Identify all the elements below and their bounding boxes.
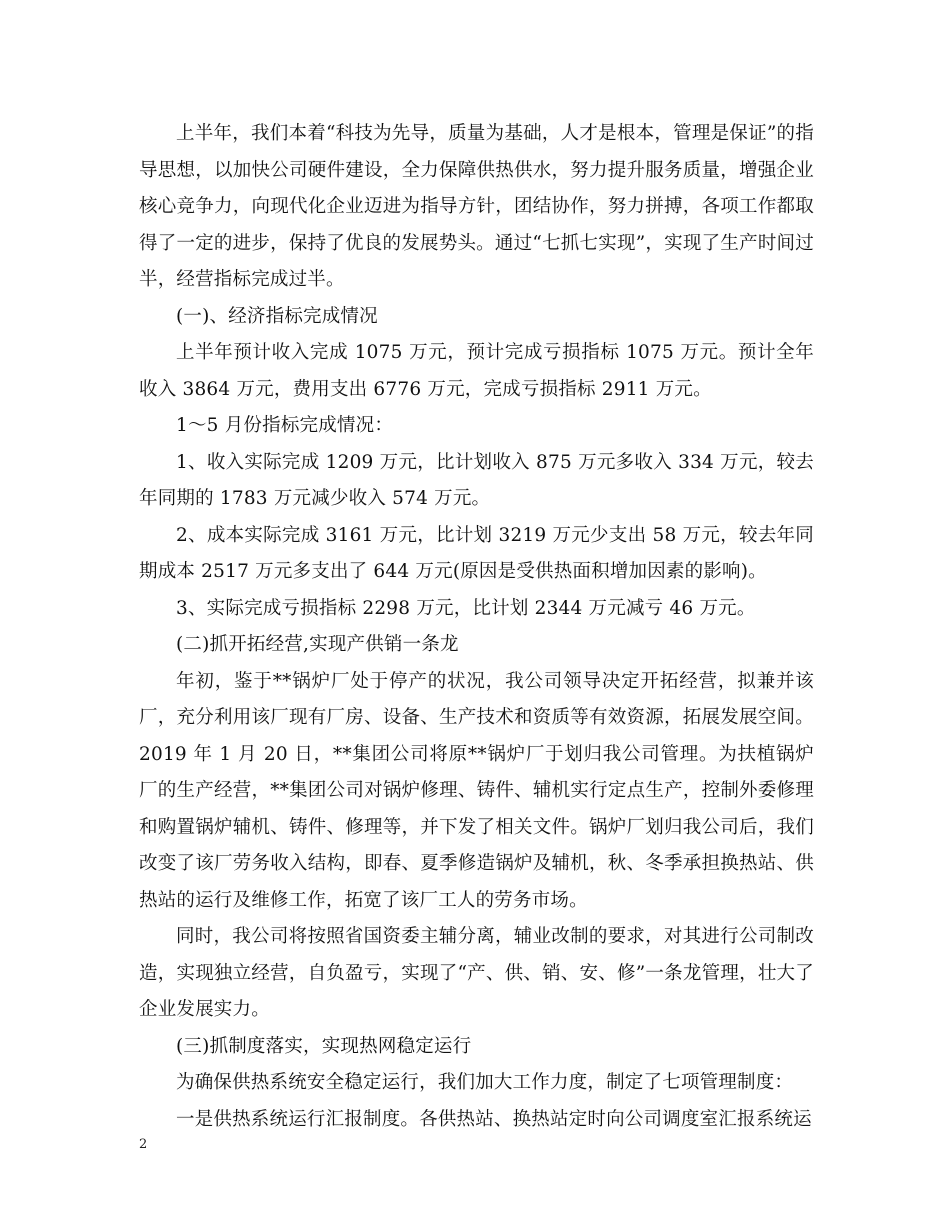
paragraph-boiler-factory: 年初，鉴于**锅炉厂处于停产的状况，我公司领导决定开拓经营，拟兼并该厂，充分利用该厂现有厂房、设备、生产技术和资质等有效资源，拓展发展空间。2019 年 1 月 20 日，**集团公司将原**锅炉厂于划归我公司管理。为扶植锅炉厂的生产经营，**集团公司对锅炉修理、铸件、辅机实行定点生产，控制外委修理和购置锅炉辅机、铸件、修理等，并下发了相关文件。锅炉厂划归我公司后，我们改变了该厂劳务收入结构，即春、夏季修造锅炉及辅机，秋、冬季承担换热站、供热站的运行及维修工作，拓宽了该厂工人的劳务市场。 bbox=[139, 670, 814, 911]
paragraph-reporting-rule: 一是供热系统运行汇报制度。各供热站、换热站定时向公司调度室汇报系统运 bbox=[176, 1108, 812, 1130]
heading-economic-indicators: (一)、经济指标完成情况 bbox=[176, 305, 378, 327]
page-number: 2 bbox=[139, 1137, 148, 1152]
paragraph-seven-rules: 为确保供热系统安全稳定运行，我们加大工作力度，制定了七项管理制度： bbox=[176, 1072, 794, 1093]
paragraph-intro: 上半年，我们本着“科技为先导，质量为基础，人才是根本，管理是保证”的指导思想，以加快公司硬件建设，全力保障供热供水，努力提升服务质量，增强企业核心竞争力，向现代化企业迈进为指导方针，团结协作，努力拼搏，各项工作都取得了一定的进步，保持了优良的发展势头。通过“七抓七实现”，实现了生产时间过半，经营指标完成过半。 bbox=[139, 123, 814, 290]
paragraph-cost-item: 2、成本实际完成 3161 万元，比计划 3219 万元少支出 58 万元，较去年同期成本 2517 万元多支出了 644 万元(原因是受供热面积增加因素的影响)。 bbox=[139, 524, 814, 582]
paragraph-forecast: 上半年预计收入完成 1075 万元，预计完成亏损指标 1075 万元。预计全年收入 3864 万元，费用支出 6776 万元，完成亏损指标 2911 万元。 bbox=[139, 342, 814, 400]
paragraph-loss-item: 3、实际完成亏损指标 2298 万元，比计划 2344 万元减亏 46 万元。 bbox=[176, 597, 756, 619]
document-body bbox=[139, 116, 814, 1138]
heading-business-expansion: (二)抓开拓经营,实现产供销一条龙 bbox=[176, 634, 459, 655]
paragraph-income-item: 1、收入实际完成 1209 万元，比计划收入 875 万元多收入 334 万元，较去年同期的 1783 万元减少收入 574 万元。 bbox=[139, 451, 814, 509]
heading-system-implementation: (三)抓制度落实，实现热网稳定运行 bbox=[176, 1035, 472, 1057]
paragraph-restructuring: 同时，我公司将按照省国资委主辅分离，辅业改制的要求，对其进行公司制改造，实现独立经营，自负盈亏，实现了“产、供、销、安、修”一条龙管理，壮大了企业发展实力。 bbox=[139, 926, 814, 1020]
paragraph-jan-may-title: 1～5 月份指标完成情况： bbox=[176, 415, 394, 436]
